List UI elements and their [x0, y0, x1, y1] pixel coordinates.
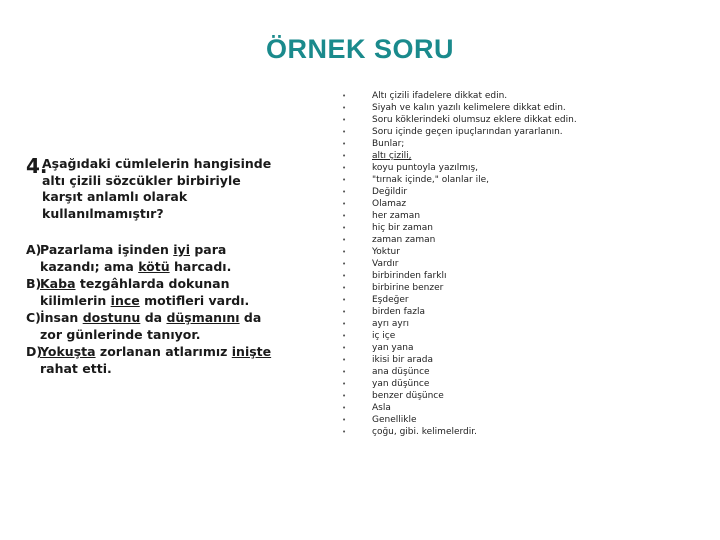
bullet-icon: •: [342, 176, 347, 184]
underlined-word: iyi: [173, 242, 190, 257]
bullet-icon: •: [342, 188, 347, 196]
bullet-icon: •: [342, 404, 347, 412]
tips-list: [342, 90, 712, 438]
tip-item: [342, 162, 712, 174]
bullet-icon: •: [342, 284, 347, 292]
tip-item: [342, 282, 712, 294]
bullet-icon: •: [342, 128, 347, 136]
tip-text: ayrı ayrı: [372, 319, 409, 329]
option-text-part: rahat etti.: [40, 360, 112, 376]
underlined-word: ince: [110, 292, 140, 308]
option-letter: D): [26, 344, 43, 359]
bullet-icon: •: [342, 296, 347, 304]
tip-text: Olamaz: [372, 199, 407, 209]
tip-item: [342, 258, 712, 270]
bullet-icon: •: [342, 308, 347, 316]
answer-options: [26, 242, 276, 377]
tip-text: Vardır: [372, 259, 399, 269]
tip-text: altı çizili,: [372, 151, 412, 161]
tip-item: [342, 246, 712, 258]
bullet-icon: •: [342, 236, 347, 244]
option-letter: A): [26, 242, 42, 257]
tip-item: [342, 354, 712, 366]
tip-item: [342, 390, 712, 402]
tip-item: [342, 402, 712, 414]
tip-text: ikisi bir arada: [372, 355, 433, 365]
underlined-word: dostunu: [82, 310, 141, 325]
bullet-icon: •: [342, 164, 347, 172]
option-text-part: Pazarlama işinden: [40, 242, 174, 257]
tip-text: Altı çizili ifadelere dikkat edin.: [372, 91, 508, 101]
tip-text: benzer düşünce: [372, 391, 444, 401]
tip-item: [342, 114, 712, 126]
option-c: [26, 310, 276, 343]
tip-item: [342, 138, 712, 150]
option-text-part: para kazandı; ama: [40, 242, 227, 274]
tip-text: koyu puntoyla yazılmış,: [372, 163, 479, 173]
tip-item: [342, 174, 712, 186]
underlined-word: inişte: [231, 344, 272, 359]
tip-text: Soru köklerindeki olumsuz eklere dikkat edin.: [372, 115, 577, 125]
tip-item: [342, 366, 712, 378]
tip-text: her zaman: [372, 211, 421, 221]
tip-item: [342, 150, 712, 162]
tip-text: birbirinden farklı: [372, 271, 447, 281]
option-b: [26, 276, 276, 309]
bullet-icon: •: [342, 356, 347, 364]
bullet-icon: •: [342, 320, 347, 328]
tip-text: Asla: [372, 403, 391, 413]
slide-title: ÖRNEK SORU: [265, 34, 454, 64]
bullet-icon: •: [342, 428, 347, 436]
option-text-part: zorlanan atlarımız: [95, 344, 232, 359]
underlined-word: kötü: [138, 258, 170, 274]
tip-item: [342, 414, 712, 426]
tip-text: birden fazla: [372, 307, 425, 317]
tip-item: [342, 222, 712, 234]
bullet-icon: •: [342, 272, 347, 280]
option-text: [40, 344, 276, 377]
option-text-part: harcadı.: [169, 258, 232, 274]
tip-item: [342, 186, 712, 198]
tip-item: [342, 126, 712, 138]
bullet-icon: •: [342, 392, 347, 400]
bullet-icon: •: [342, 92, 347, 100]
bullet-icon: •: [342, 224, 347, 232]
tip-item: [342, 90, 712, 102]
tip-item: [342, 378, 712, 390]
tip-item: [342, 198, 712, 210]
tip-text: Eşdeğer: [372, 295, 409, 305]
tip-text: iç içe: [372, 331, 396, 341]
bullet-icon: •: [342, 260, 347, 268]
option-a: [26, 242, 276, 275]
tip-text: birbirine benzer: [372, 283, 444, 293]
question-number: 4.: [26, 154, 48, 178]
question-text: Aşağıdaki cümlelerin hangisinde altı çizili sözcükler birbiriyle karşıt anlamlı olarak kullanılmamıştır?: [42, 156, 272, 221]
tip-text: Bunlar;: [372, 139, 405, 149]
tip-text: ana düşünce: [372, 367, 430, 377]
option-text-part: tezgâhlarda dokunan kilimlerin: [40, 276, 230, 308]
tip-text: hiç bir zaman: [372, 223, 434, 233]
tip-item: [342, 318, 712, 330]
option-text: [40, 310, 276, 343]
option-text-part: da zor günlerinde tanıyor.: [40, 310, 262, 342]
bullet-icon: •: [342, 140, 347, 148]
option-letter: C): [26, 310, 41, 325]
underlined-word: Kaba: [40, 276, 76, 291]
tip-item: [342, 342, 712, 354]
bullet-icon: •: [342, 380, 347, 388]
tip-item: [342, 270, 712, 282]
option-text: [40, 242, 276, 275]
bullet-icon: •: [342, 104, 347, 112]
tip-text: Genellikle: [372, 415, 417, 425]
underlined-word: Yokuşta: [40, 344, 96, 359]
option-text-part: İnsan: [40, 310, 83, 325]
tip-item: [342, 294, 712, 306]
tip-text: Siyah ve kalın yazılı kelimelere dikkat edin.: [372, 103, 566, 113]
tip-text: Yoktur: [372, 247, 400, 257]
tip-text: "tırnak içinde," olanlar ile,: [372, 175, 489, 185]
bullet-icon: •: [342, 344, 347, 352]
tip-item: [342, 306, 712, 318]
option-text-part: da: [140, 310, 167, 325]
tip-text: Değildir: [372, 187, 408, 197]
tip-item: [342, 210, 712, 222]
option-letter: B): [26, 276, 42, 291]
bullet-icon: •: [342, 116, 347, 124]
tip-text: zaman zaman: [372, 235, 436, 245]
bullet-icon: •: [342, 200, 347, 208]
bullet-icon: •: [342, 212, 347, 220]
tip-text: çoğu, gibi. kelimelerdir.: [372, 427, 478, 437]
question-stem: [26, 156, 276, 222]
tip-item: [342, 426, 712, 438]
bullet-icon: •: [342, 368, 347, 376]
underlined-word: düşmanını: [166, 310, 240, 325]
tip-item: [342, 234, 712, 246]
tip-text: Soru içinde geçen ipuçlarından yararlanın.: [372, 127, 563, 137]
tip-item: [342, 330, 712, 342]
tip-item: [342, 102, 712, 114]
tip-text: yan düşünce: [372, 379, 430, 389]
bullet-icon: •: [342, 416, 347, 424]
option-text: [40, 276, 276, 309]
bullet-icon: •: [342, 248, 347, 256]
bullet-icon: •: [342, 332, 347, 340]
tip-text: yan yana: [372, 343, 414, 353]
option-d: [26, 344, 276, 377]
bullet-icon: •: [342, 152, 347, 160]
option-text-part: motifleri vardı.: [139, 292, 250, 308]
question-block: [26, 156, 276, 378]
